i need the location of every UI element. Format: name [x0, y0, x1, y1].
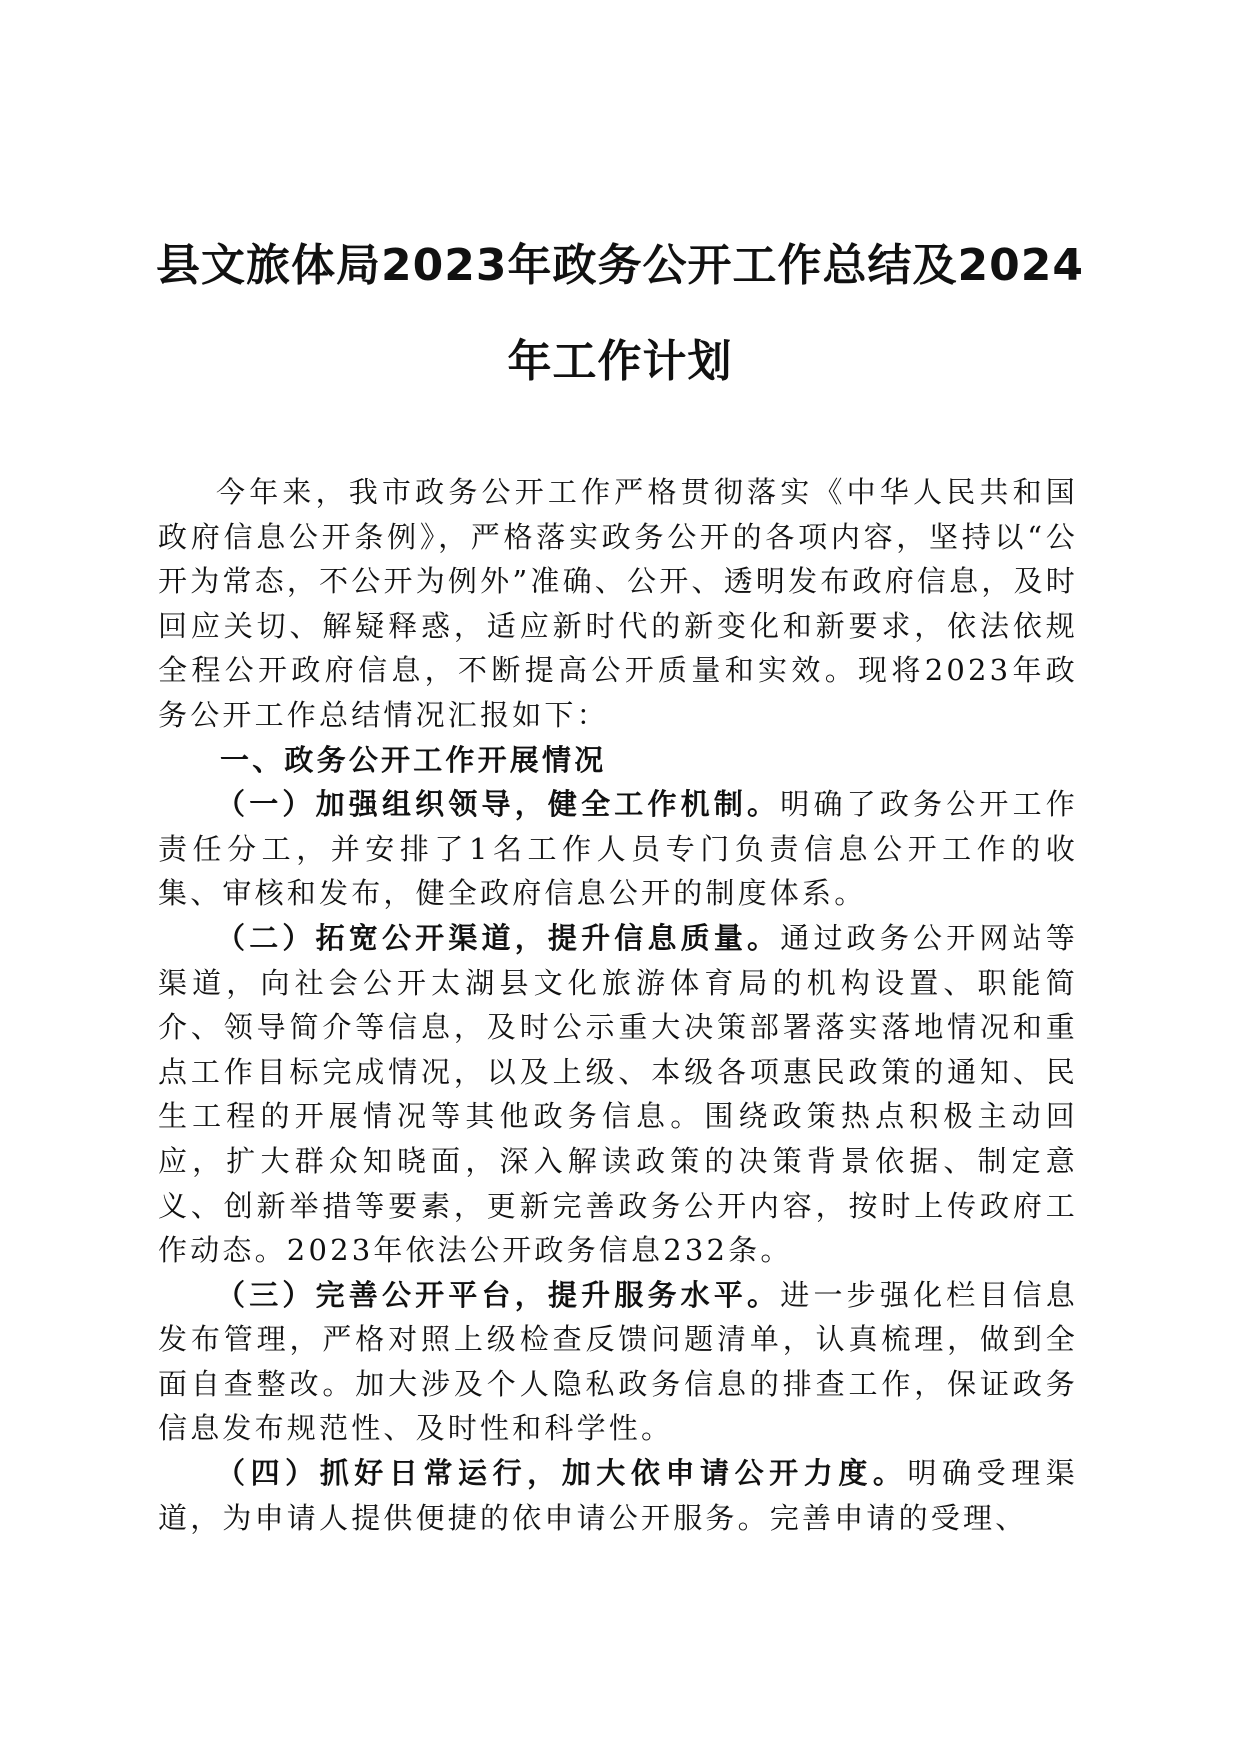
item-text: 明确了政务公开工作责任分工，并安排了1名工作人员专门负责信息公开工作的收集、审核和发布，健全政府信息公开的制度体系。 — [158, 787, 1078, 911]
page-title: 县文旅体局2023年政务公开工作总结及2024年工作计划 — [156, 240, 1084, 387]
section-heading: 一、政务公开工作开展情况 — [220, 742, 607, 777]
item-lead: （一）加强组织领导，健全工作机制。 — [216, 787, 781, 822]
item-paragraph-4 — [158, 1451, 1078, 1540]
item-paragraph-1 — [158, 782, 1078, 916]
item-lead: （三）完善公开平台，提升服务水平。 — [216, 1277, 781, 1312]
item-lead: （二）拓宽公开渠道，提升信息质量。 — [216, 920, 781, 955]
document-body — [158, 470, 1078, 1540]
item-paragraph-3 — [158, 1273, 1078, 1451]
item-text: 明确受理渠道，为申请人提供便捷的依申请公开服务。完善申请的受理、 — [158, 1456, 1078, 1535]
item-text: 进一步强化栏目信息发布管理，严格对照上级检查反馈问题清单，认真梳理，做到全面自查整改。加大涉及个人隐私政务信息的排查工作，保证政务信息发布规范性、及时性和科学性。 — [158, 1277, 1078, 1446]
intro-paragraph: 今年来，我市政务公开工作严格贯彻落实《中华人民共和国政府信息公开条例》，严格落实政务公开的各项内容，坚持以“公开为常态，不公开为例外”准确、公开、透明发布政府信息，及时回应关切、解疑释惑，适应新时代的新变化和新要求，依法依规全程公开政府信息，不断提高公开质量和实效。现将2023年政务公开工作总结情况汇报如下： — [158, 475, 1078, 732]
item-lead: （四）抓好日常运行，加大依申请公开力度。 — [216, 1456, 908, 1491]
item-text: 通过政务公开网站等渠道，向社会公开太湖县文化旅游体育局的机构设置、职能简介、领导简介等信息，及时公示重大决策部署落实落地情况和重点工作目标完成情况，以及上级、本级各项惠民政策的通知、民生工程的开展情况等其他政务信息。围绕政策热点积极主动回应，扩大群众知晓面，深入解读政策的决策背景依据、制定意义、创新举措等要素，更新完善政务公开内容，按时上传政府工作动态。2023年依法公开政务信息232条。 — [158, 920, 1078, 1268]
item-paragraph-2 — [158, 916, 1078, 1273]
